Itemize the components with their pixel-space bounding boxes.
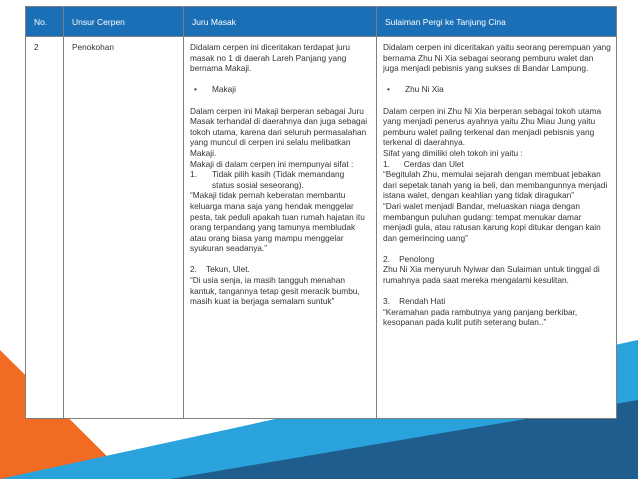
jm-trait-2: 2. Tekun, Ulet. <box>190 264 250 275</box>
comparison-table <box>25 6 617 419</box>
sp-bullet <box>383 84 611 95</box>
sp-trait-2: 2. Penolong <box>383 253 435 264</box>
jm-sifat-intro: Makaji di dalam cerpen ini mempunyai sifat : <box>190 158 354 169</box>
cell-sulaiman <box>377 37 617 419</box>
jm-trait-1 <box>190 169 371 180</box>
sp-intro: Didalam cerpen ini diceritakan yaitu seorang perempuan yang bernama Zhu Ni Xia sebagai seorang pemburu walet dan juga menjadi pebisnis yang sukses di Bandar Lampung. <box>383 42 611 74</box>
sp-trait-1: 1. Cerdas dan Ulet <box>383 158 464 169</box>
header-sulaiman: Sulaiman Pergi ke Tanjung Cina <box>377 7 617 37</box>
bullet-icon: • <box>387 84 390 95</box>
sp-trait-1-quote-1: “Begitulah Zhu, memulai sejarah dengan membuat jebakan dari sepetak tanah yang ia beli, dan membangunnya menjadi istana walet, dengan keahlian yang tidak diragukan” <box>383 169 608 201</box>
jm-intro: Didalam cerpen ini diceritakan terdapat juru masak no 1 di daerah Lareh Panjang yang bernama Makaji. <box>190 42 351 74</box>
header-no: No. <box>26 7 64 37</box>
sp-desc: Dalam cerpen ini Zhu Ni Xia berperan sebagai tokoh utama yang menjadi penerus ayahnya yaitu Zhu Miau Jung yaitu pemburu walet paling terkenal dan menjadi pebisnis yang terkenal di daerahnya. <box>383 105 602 148</box>
sp-trait-2-text: Zhu Ni Xia menyuruh Nyiwar dan Sulaiman untuk tinggal di rumahnya pada saat mereka mengalami kesulitan. <box>383 264 600 286</box>
sp-bullet-name: Zhu Ni Xia <box>405 84 444 95</box>
jm-desc: Dalam cerpen ini Makaji berperan sebagai Juru Masak terhandal di daerahnya dan juga sebagai tokoh utama, karena dari seluruh permasalahan yang muncul di cerpen ini selalu melibatkan Makaji. <box>190 105 368 158</box>
sp-trait-1-quote-2: “Dari walet menjadi Bandar, meluaskan niaga dengan membangun puluhan gudang: tempat menukar damar menjadi gula, atau ratusan karung kopi ditukar dengan kain dan gemerincing uang” <box>383 200 601 243</box>
jm-bullet <box>190 84 371 95</box>
cell-unsur: Penokohan <box>64 37 184 419</box>
sp-sifat-intro: Sifat yang dimiliki oleh tokoh ini yaitu : <box>383 147 523 158</box>
jm-trait-1-number: 1. <box>190 169 197 180</box>
table-header-row <box>26 7 617 37</box>
header-juru-masak: Juru Masak <box>184 7 377 37</box>
table-row <box>26 37 617 419</box>
cell-juru-masak <box>184 37 377 419</box>
jm-trait-2-quote: “Di usia senja, ia masih tangguh menahan kantuk, tangannya tetap gesit meracik bumbu, masih kuat ia berjaga semalam suntuk” <box>190 275 360 307</box>
bullet-icon: • <box>194 84 197 95</box>
jm-trait-1-title-a: Tidak pilih kasih (Tidak memandang <box>212 169 345 180</box>
cell-no: 2 <box>26 37 64 419</box>
jm-trait-1-title-b: status sosial seseorang). <box>212 179 304 190</box>
jm-bullet-name: Makaji <box>212 84 236 95</box>
header-unsur-cerpen: Unsur Cerpen <box>64 7 184 37</box>
jm-trait-1-quote: “Makaji tidak pernah keberatan membantu keluarga mana saja yang hendak menggelar pesta, tak peduli apakah tuan rumah hajatan itu orang terpandang yang tamunya membludak atau orang biasa yang mampu menggelar syukuran seadanya.” <box>190 190 365 254</box>
sp-trait-3-quote: “Keramahan pada rambutnya yang panjang berkibar, kesopanan pada kulit putih seterang bulan..” <box>383 306 578 328</box>
sp-trait-3: 3. Rendah Hati <box>383 296 446 307</box>
